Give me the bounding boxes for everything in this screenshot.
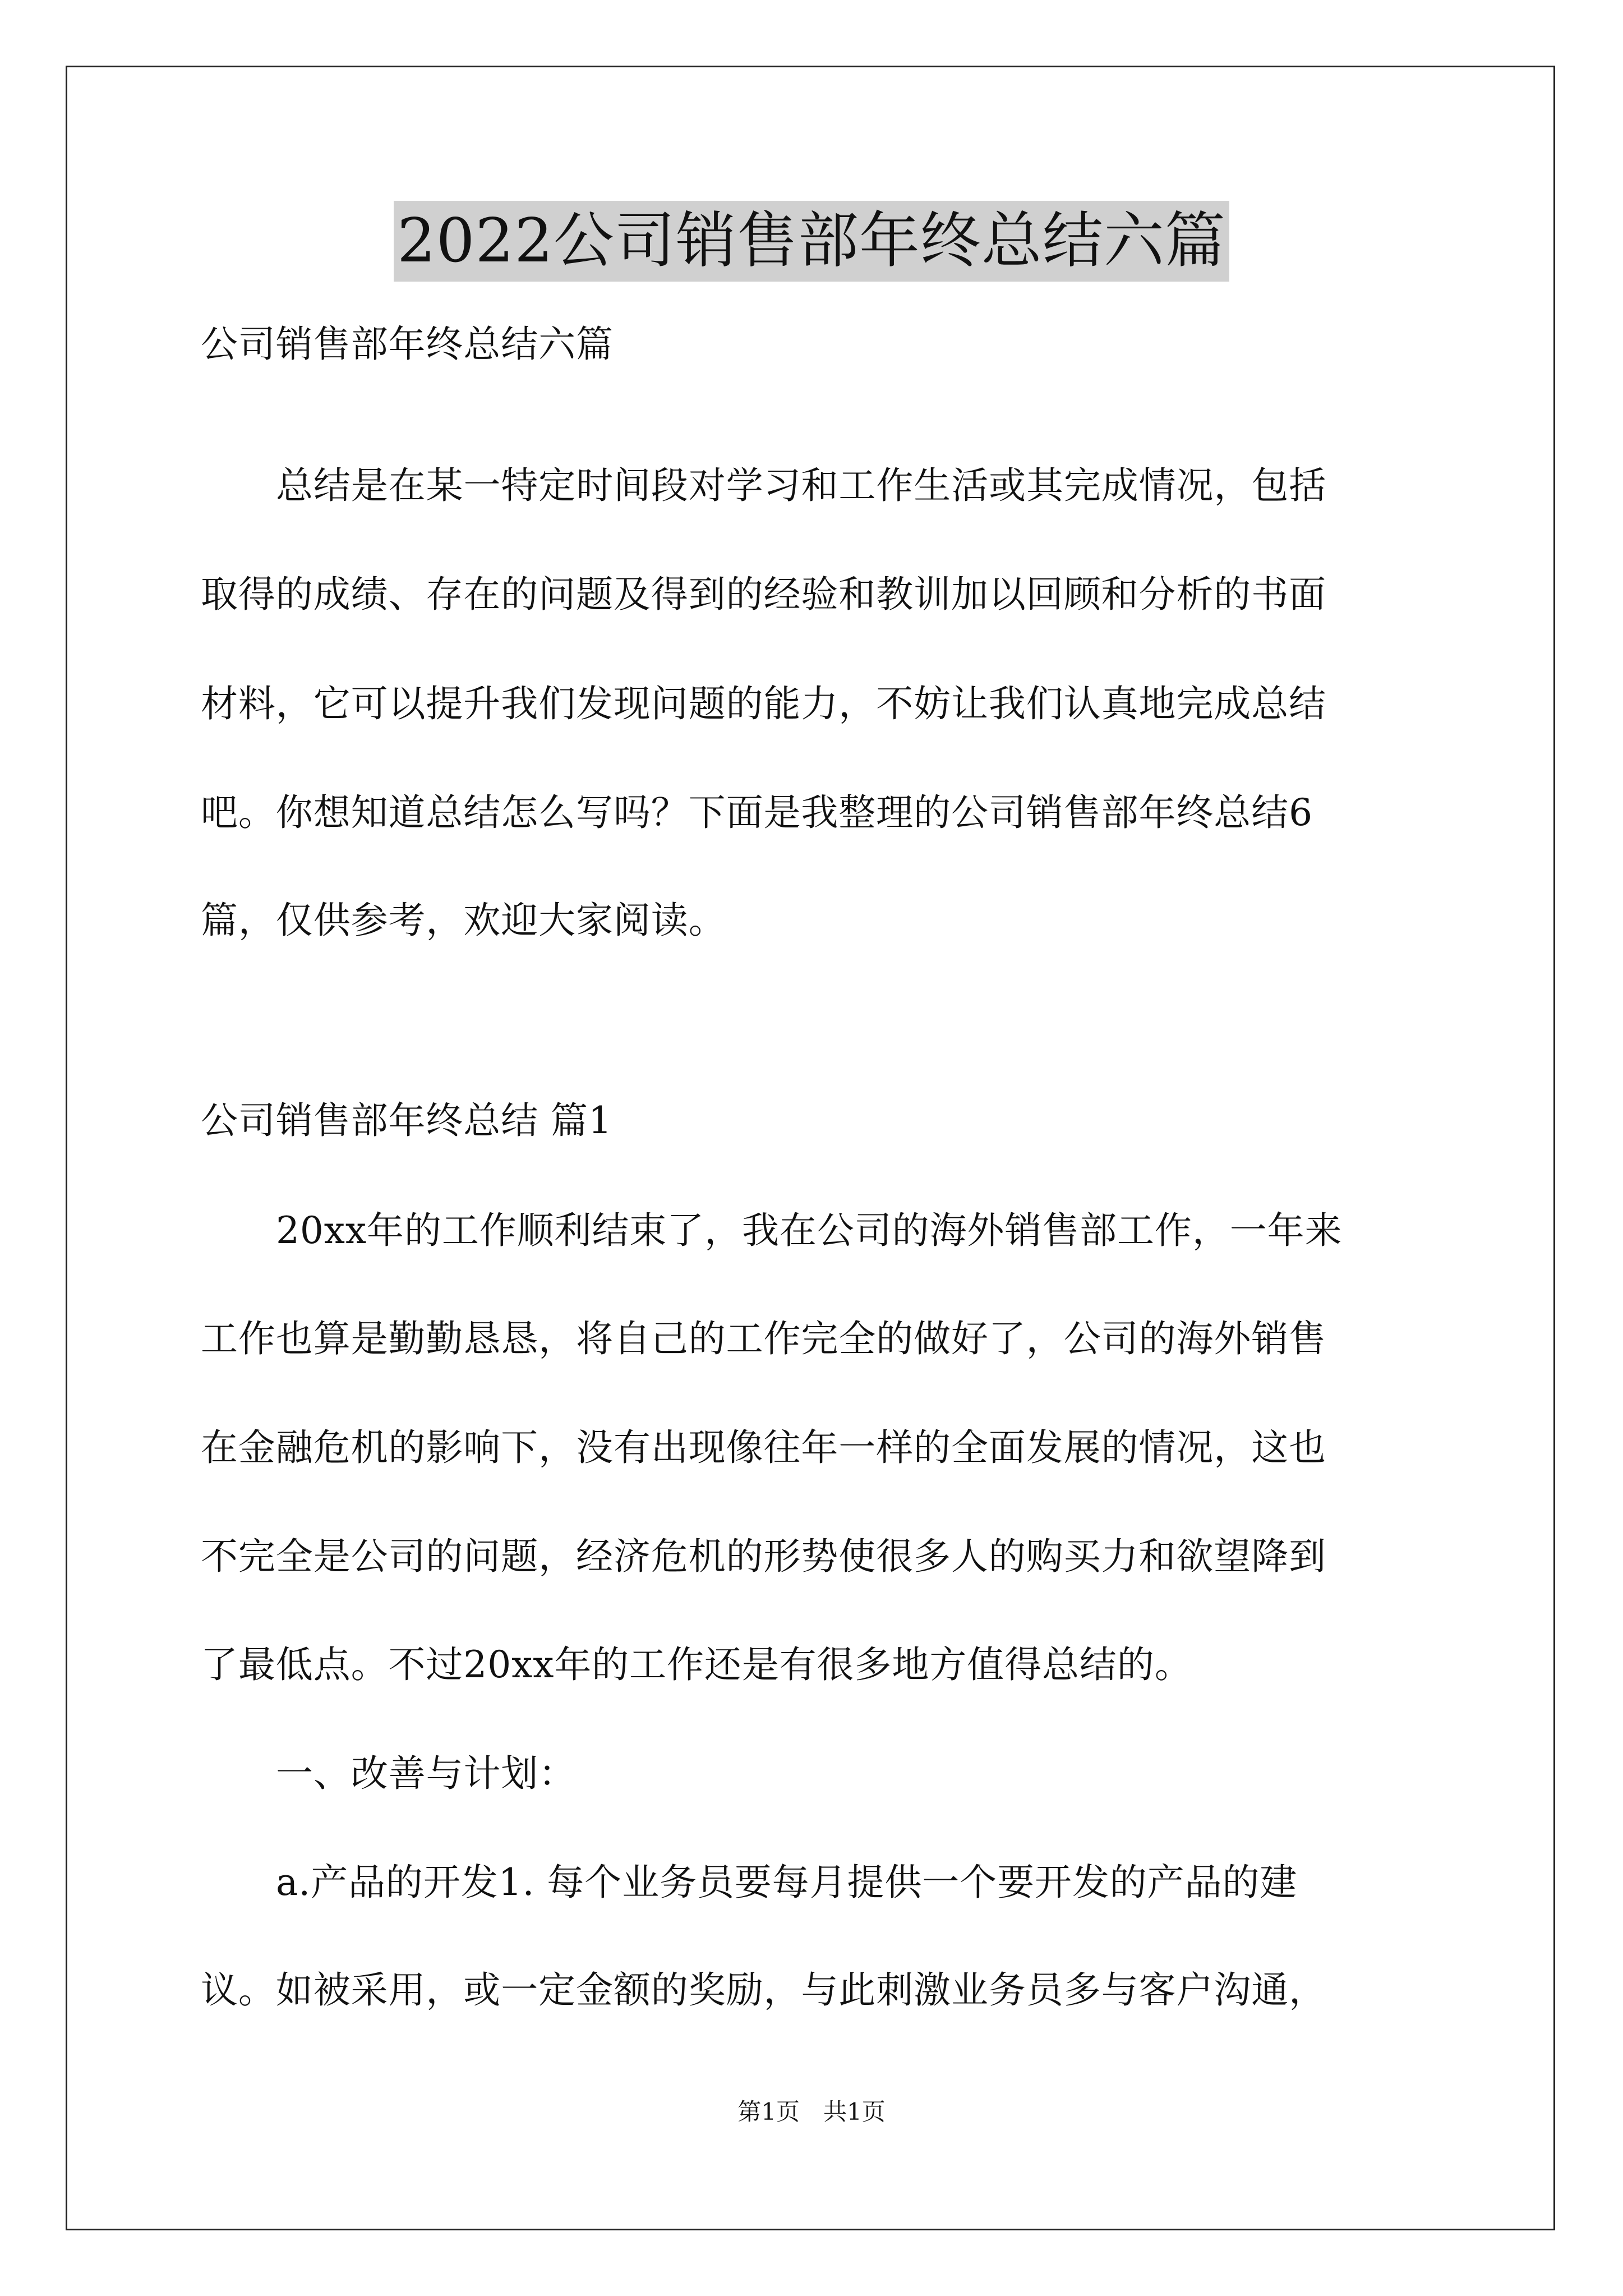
section-line-1: 20xx年的工作顺利结束了，我在公司的海外销售部工作，一年来 bbox=[276, 1209, 1343, 1252]
page-footer: 第1页 共1页 bbox=[737, 2098, 886, 2125]
subheading: 一、改善与计划： bbox=[276, 1752, 577, 1795]
document-title: 2022公司销售部年终总结六篇 bbox=[394, 201, 1229, 282]
item-line-2: 议。如被采用，或一定金额的奖励，与此刺激业务员多与客户沟通， bbox=[201, 1968, 1326, 2012]
intro-line-3: 材料，它可以提升我们发现问题的能力，不妨让我们认真地完成总结 bbox=[201, 682, 1326, 725]
document-subtitle: 公司销售部年终总结六篇 bbox=[201, 323, 614, 366]
section-line-2: 工作也算是勤勤恳恳，将自己的工作完全的做好了，公司的海外销售 bbox=[201, 1317, 1326, 1360]
title-wrap bbox=[0, 201, 1623, 282]
intro-line-1: 总结是在某一特定时间段对学习和工作生活或其完成情况，包括 bbox=[276, 464, 1327, 507]
intro-line-4: 吧。你想知道总结怎么写吗？下面是我整理的公司销售部年终总结6 bbox=[201, 791, 1313, 834]
section-line-4: 不完全是公司的问题，经济危机的形势使很多人的购买力和欲望降到 bbox=[201, 1535, 1326, 1578]
section-line-3: 在金融危机的影响下，没有出现像往年一样的全面发展的情况，这也 bbox=[201, 1426, 1326, 1469]
section-line-5: 了最低点。不过20xx年的工作还是有很多地方值得总结的。 bbox=[201, 1643, 1192, 1686]
section-heading: 公司销售部年终总结 篇1 bbox=[201, 1099, 612, 1142]
intro-line-2: 取得的成绩、存在的问题及得到的经验和教训加以回顾和分析的书面 bbox=[201, 573, 1326, 616]
item-line-1: a.产品的开发1. 每个业务员要每月提供一个要开发的产品的建 bbox=[276, 1861, 1298, 1904]
intro-line-5: 篇，仅供参考，欢迎大家阅读。 bbox=[201, 899, 726, 942]
